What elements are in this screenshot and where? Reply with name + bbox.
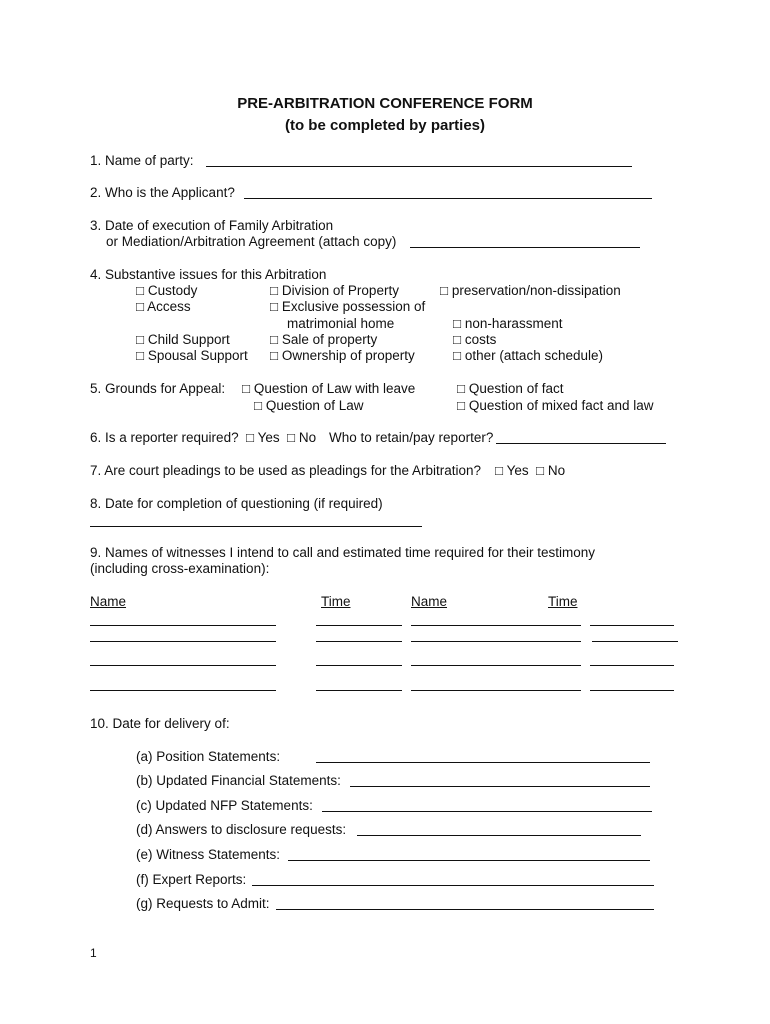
checkbox-access[interactable]: □ Access xyxy=(136,299,191,314)
delivery-nfp-statements-field[interactable] xyxy=(322,811,652,812)
witness-name-field[interactable] xyxy=(411,665,581,666)
delivery-nfp-statements-label: (c) Updated NFP Statements: xyxy=(136,798,313,813)
reporter-field[interactable] xyxy=(496,443,666,444)
q6-label: 6. Is a reporter required? xyxy=(90,430,239,445)
matrimonial-home-label: matrimonial home xyxy=(287,316,395,331)
form-title: PRE-ARBITRATION CONFERENCE FORM xyxy=(237,95,533,112)
witness-time-header-1: Time xyxy=(321,594,351,609)
q5-label: 5. Grounds for Appeal: xyxy=(90,381,226,396)
delivery-position-statements-label: (a) Position Statements: xyxy=(136,749,281,764)
q9-label-line1: 9. Names of witnesses I intend to call and estimated time required for their testimony xyxy=(90,545,595,560)
delivery-witness-statements-field[interactable] xyxy=(288,860,650,861)
witness-name-field[interactable] xyxy=(90,625,276,626)
witness-name-header-2: Name xyxy=(411,594,448,609)
witness-time-field[interactable] xyxy=(316,665,402,666)
checkbox-spousal-support[interactable]: □ Spousal Support xyxy=(136,348,248,363)
checkbox-reporter-no[interactable]: □ No xyxy=(287,430,317,445)
agreement-date-field[interactable] xyxy=(410,247,640,248)
delivery-financial-statements-label: (b) Updated Financial Statements: xyxy=(136,773,341,788)
witness-name-field[interactable] xyxy=(90,690,276,691)
checkbox-other[interactable]: □ other (attach schedule) xyxy=(453,348,603,363)
delivery-requests-to-admit-label: (g) Requests to Admit: xyxy=(136,896,270,911)
checkbox-sale-of-property[interactable]: □ Sale of property xyxy=(270,332,378,347)
checkbox-question-of-fact[interactable]: □ Question of fact xyxy=(457,381,564,396)
witness-name-header-1: Name xyxy=(90,594,127,609)
witness-time-field[interactable] xyxy=(316,641,402,642)
q3-label-line1: 3. Date of execution of Family Arbitration xyxy=(90,218,334,233)
reporter-who-label: Who to retain/pay reporter? xyxy=(329,430,494,445)
applicant-field[interactable] xyxy=(244,198,652,199)
checkbox-custody[interactable]: □ Custody xyxy=(136,283,198,298)
witness-time-field[interactable] xyxy=(316,690,402,691)
delivery-disclosure-answers-label: (d) Answers to disclosure requests: xyxy=(136,822,347,837)
delivery-position-statements-field[interactable] xyxy=(316,762,650,763)
q9-label-line2: (including cross-examination): xyxy=(90,561,270,576)
q3-label-line2: or Mediation/Arbitration Agreement (attach copy) xyxy=(106,234,397,249)
checkbox-division-of-property[interactable]: □ Division of Property xyxy=(270,283,399,298)
checkbox-reporter-yes[interactable]: □ Yes xyxy=(246,430,280,445)
q7-label: 7. Are court pleadings to be used as pleadings for the Arbitration? xyxy=(90,463,482,478)
checkbox-non-harassment[interactable]: □ non-harassment xyxy=(453,316,563,331)
witness-name-field[interactable] xyxy=(411,641,581,642)
checkbox-law-with-leave[interactable]: □ Question of Law with leave xyxy=(242,381,416,396)
witness-name-field[interactable] xyxy=(90,665,276,666)
checkbox-ownership-of-property[interactable]: □ Ownership of property xyxy=(270,348,415,363)
q2-label: 2. Who is the Applicant? xyxy=(90,185,235,200)
delivery-witness-statements-label: (e) Witness Statements: xyxy=(136,847,281,862)
checkbox-pleadings-yes[interactable]: □ Yes xyxy=(495,463,529,478)
checkbox-child-support[interactable]: □ Child Support xyxy=(136,332,230,347)
checkbox-costs[interactable]: □ costs xyxy=(453,332,497,347)
questioning-date-field[interactable] xyxy=(90,526,422,527)
delivery-expert-reports-label: (f) Expert Reports: xyxy=(136,872,247,887)
checkbox-pleadings-no[interactable]: □ No xyxy=(536,463,566,478)
delivery-financial-statements-field[interactable] xyxy=(350,786,650,787)
party-name-field[interactable] xyxy=(206,166,632,167)
q8-label: 8. Date for completion of questioning (if required) xyxy=(90,496,383,511)
witness-time-field[interactable] xyxy=(316,625,402,626)
q4-heading: 4. Substantive issues for this Arbitration xyxy=(90,267,327,282)
witness-time-field[interactable] xyxy=(590,665,674,666)
checkbox-mixed-fact-law[interactable]: □ Question of mixed fact and law xyxy=(457,398,654,413)
delivery-expert-reports-field[interactable] xyxy=(252,885,654,886)
witness-time-header-2: Time xyxy=(548,594,578,609)
q10-label: 10. Date for delivery of: xyxy=(90,716,230,731)
form-subtitle: (to be completed by parties) xyxy=(284,117,486,134)
delivery-requests-to-admit-field[interactable] xyxy=(276,909,654,910)
page-number: 1 xyxy=(90,946,97,960)
witness-name-field[interactable] xyxy=(411,690,581,691)
delivery-disclosure-answers-field[interactable] xyxy=(357,835,641,836)
witness-time-field[interactable] xyxy=(590,690,674,691)
checkbox-question-of-law[interactable]: □ Question of Law xyxy=(254,398,364,413)
witness-name-field[interactable] xyxy=(411,625,581,626)
witness-name-field[interactable] xyxy=(90,641,276,642)
checkbox-exclusive-possession[interactable]: □ Exclusive possession of xyxy=(270,299,426,314)
witness-time-field[interactable] xyxy=(590,625,674,626)
q1-label: 1. Name of party: xyxy=(90,153,194,168)
checkbox-preservation[interactable]: □ preservation/non-dissipation xyxy=(440,283,621,298)
witness-time-field[interactable] xyxy=(592,641,678,642)
